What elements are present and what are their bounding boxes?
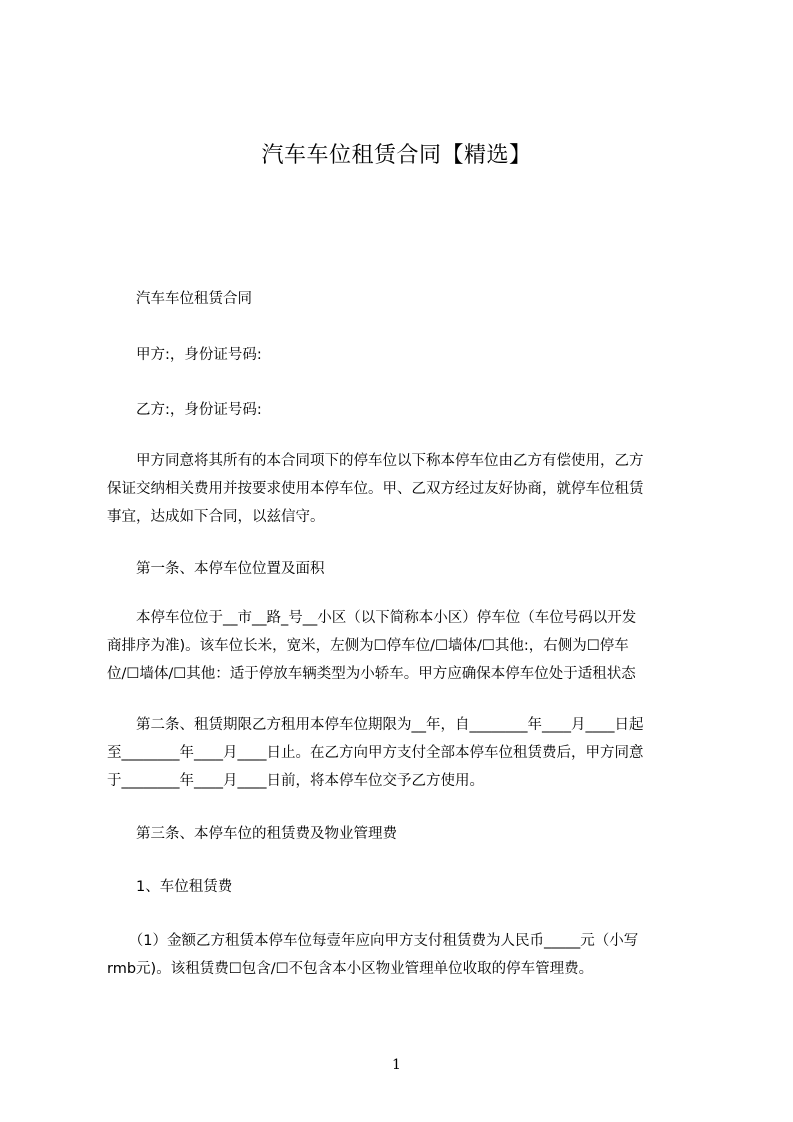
paragraph-line: 甲方:，身份证号码: xyxy=(107,347,262,363)
clause-1-body xyxy=(107,927,707,983)
paragraph-line: 1、车位租赁费 xyxy=(107,879,233,895)
contract-heading xyxy=(107,285,707,313)
page-number: 1 xyxy=(392,1057,401,1073)
paragraph-line: 第二条、租赁期限乙方租用本停车位期限为__年，自________年____月____日起 xyxy=(107,717,644,733)
article-1-heading xyxy=(107,555,707,583)
paragraph-line: 于________年____月____日前，将本停车位交予乙方使用。 xyxy=(107,773,484,789)
paragraph-line: 第一条、本停车位位置及面积 xyxy=(107,561,325,577)
paragraph-line: 甲方同意将其所有的本合同项下的停车位以下称本停车位由乙方有偿使用，乙方 xyxy=(107,453,644,469)
paragraph-line: 商排序为准)。该车位长米，宽米，左侧为☐停车位/☐墙体/☐其他:，右侧为☐停车 xyxy=(107,638,629,654)
section-1-heading xyxy=(107,873,707,901)
paragraph-line: rmb元)。该租赁费☐包含/☐不包含本小区物业管理单位收取的停车管理费。 xyxy=(107,961,594,977)
document-title: 汽车车位租赁合同【精选】 xyxy=(261,143,532,168)
article-1-body xyxy=(107,604,707,688)
paragraph-line: 汽车车位租赁合同 xyxy=(107,291,252,307)
paragraph-line: 第三条、本停车位的租赁费及物业管理费 xyxy=(107,826,397,842)
party-a-line xyxy=(107,341,707,369)
paragraph-line: 乙方:，身份证号码: xyxy=(107,402,262,418)
paragraph-line: 保证交纳相关费用并按要求使用本停车位。甲、乙双方经过友好协商，就停车位租赁 xyxy=(107,481,644,497)
article-3-heading xyxy=(107,820,707,848)
paragraph-line: （1）金额乙方租赁本停车位每壹年应向甲方支付租赁费为人民币_____元（小写 xyxy=(107,933,639,949)
intro-paragraph xyxy=(107,447,707,531)
paragraph-line: 本停车位位于__市__路_号__小区（以下简称本小区）停车位（车位号码以开发 xyxy=(107,610,637,626)
paragraph-line: 事宜，达成如下合同，以兹信守。 xyxy=(107,509,325,525)
paragraph-line: 至________年____月____日止。在乙方向甲方支付全部本停车位租赁费后，甲方同意 xyxy=(107,745,644,761)
article-2-body xyxy=(107,711,707,795)
paragraph-line: 位/☐墙体/☐其他：适于停放车辆类型为小轿车。甲方应确保本停车位处于适租状态 xyxy=(107,666,636,682)
party-b-line xyxy=(107,396,707,424)
